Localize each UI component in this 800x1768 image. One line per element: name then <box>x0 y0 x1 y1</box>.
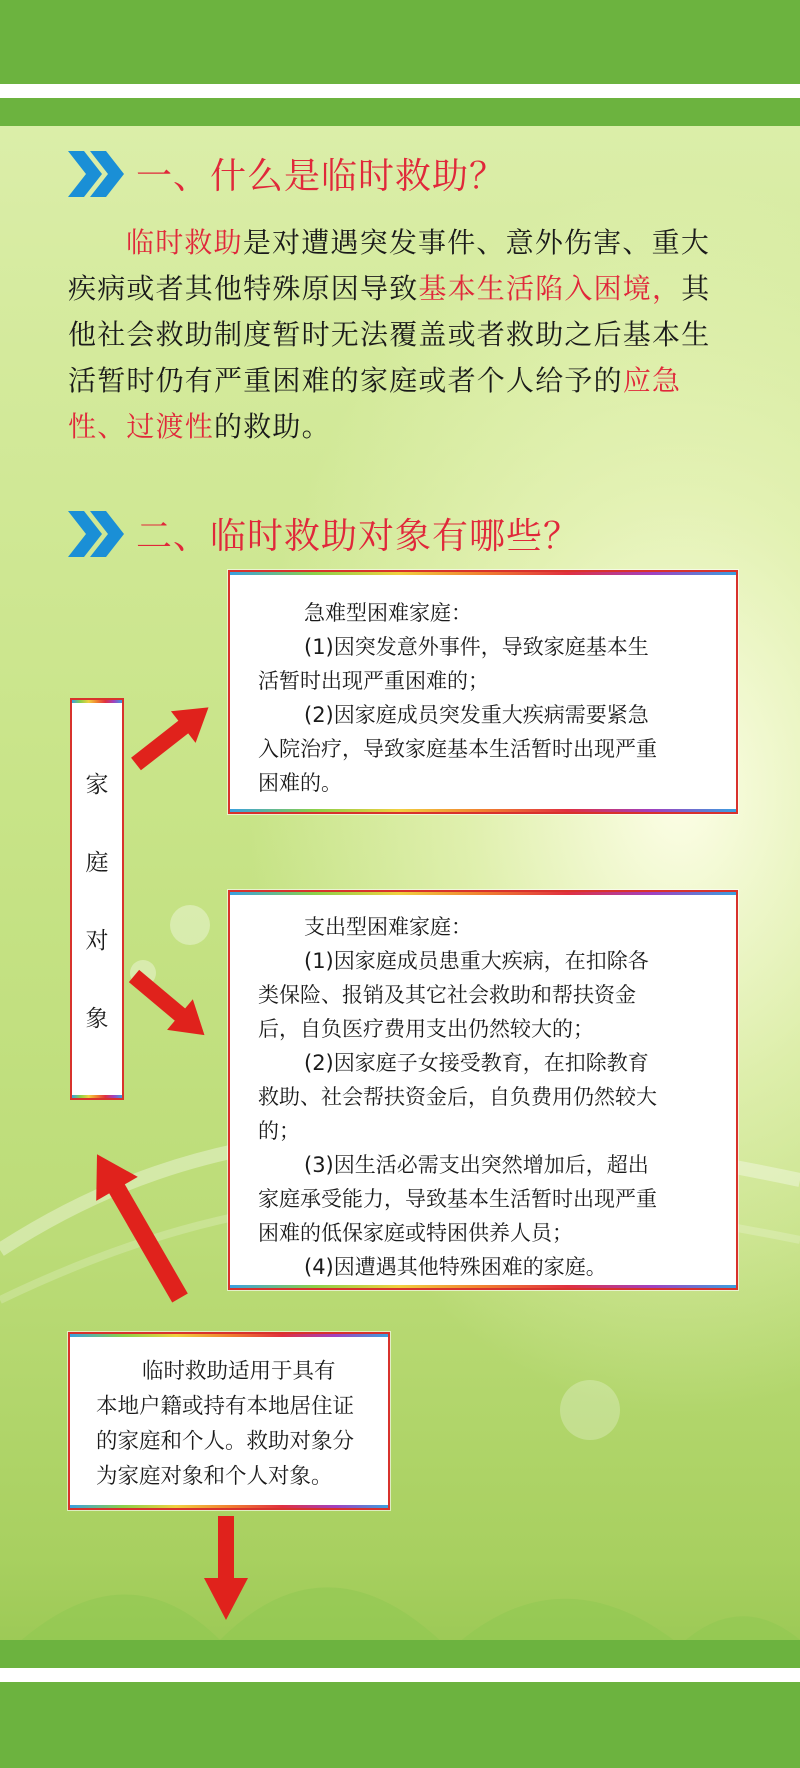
intro-text: 的救助。 <box>214 410 331 443</box>
box-text-line: 为家庭对象和个人对象。 <box>96 1464 333 1489</box>
box-text-line: 后，自负医疗费用支出仍然较大的； <box>258 1017 594 1041</box>
section1-title: 一、什么是临时救助？ <box>136 156 507 197</box>
arrow-to-expense-icon <box>126 962 226 1062</box>
box-text-line: 困难的低保家庭或特困供养人员； <box>258 1221 573 1245</box>
top-green-stripe <box>0 98 800 126</box>
family-target-char: 家 <box>85 772 109 798</box>
box-text-line: (2)因家庭子女接受教育，在扣除教育 <box>304 1051 649 1075</box>
arrow-down-icon <box>196 1516 256 1626</box>
box-text-line: 的； <box>258 1119 300 1143</box>
scope-box <box>68 1332 390 1510</box>
family-target-label-box <box>70 698 124 1100</box>
box-text-line: 救助、社会帮扶资金后，自负费用仍然较大 <box>258 1085 657 1109</box>
box-text-line: 的家庭和个人。救助对象分 <box>96 1429 355 1454</box>
double-chevron-icon <box>68 511 124 557</box>
top-white-stripe <box>0 84 800 98</box>
intro-highlight-text: 临时救助 <box>126 226 243 259</box>
bottom-white-stripe <box>0 1668 800 1682</box>
family-target-char: 对 <box>85 928 109 954</box>
box-text-line: 入院治疗，导致家庭基本生活暂时出现严重 <box>258 737 657 761</box>
family-target-char: 象 <box>85 1006 109 1032</box>
box-text-line: 家庭承受能力，导致基本生活暂时出现严重 <box>258 1187 657 1211</box>
box-text-line: 本地户籍或持有本地居住证 <box>96 1394 355 1419</box>
box-text-line: 类保险、报销及其它社会救助和帮扶资金 <box>258 983 636 1007</box>
section2-title: 二、临时救助对象有哪些？ <box>136 516 581 557</box>
expense-box-title: 支出型困难家庭： <box>304 915 472 939</box>
box-text-line: (3)因生活必需支出突然增加后，超出 <box>304 1153 649 1177</box>
intro-text: 其他社会救助制度暂时无法覆盖或者救助之后基本生活暂时仍有严重困难的家庭或者个人给予的 <box>68 272 711 397</box>
box-text-line: 困难的。 <box>258 771 342 795</box>
family-target-char: 庭 <box>85 850 109 876</box>
bottom-green-band <box>0 1682 800 1768</box>
intro-highlight-text: 基本生活陷入困境， <box>418 272 682 305</box>
box-text-line: (4)因遭遇其他特殊困难的家庭。 <box>304 1255 607 1279</box>
intro-paragraph <box>68 220 738 450</box>
box-text-line: (1)因家庭成员患重大疾病，在扣除各 <box>304 949 649 973</box>
box-text-line: (2)因家庭成员突发重大疾病需要紧急 <box>304 703 649 727</box>
arrow-to-emergency-icon <box>128 688 228 788</box>
arrow-to-family-label-icon <box>96 1130 206 1310</box>
intro-text: 是对遭遇突发事件、意外伤害、重大疾病或者其他特殊原因导致 <box>68 226 711 305</box>
section1-heading <box>68 148 506 199</box>
bottom-green-stripe <box>0 1640 800 1668</box>
section2-heading <box>68 508 580 559</box>
intro-highlight-text: 应急性、过渡性 <box>68 364 682 443</box>
top-green-band <box>0 0 800 84</box>
expense-family-box <box>228 890 738 1290</box>
emergency-box-title: 急难型困难家庭： <box>304 601 472 625</box>
box-text-line: 活暂时出现严重困难的； <box>258 669 489 693</box>
double-chevron-icon <box>68 151 124 197</box>
box-text-line: 临时救助适用于具有 <box>142 1359 336 1384</box>
emergency-family-box <box>228 570 738 814</box>
box-text-line: (1)因突发意外事件，导致家庭基本生 <box>304 635 649 659</box>
